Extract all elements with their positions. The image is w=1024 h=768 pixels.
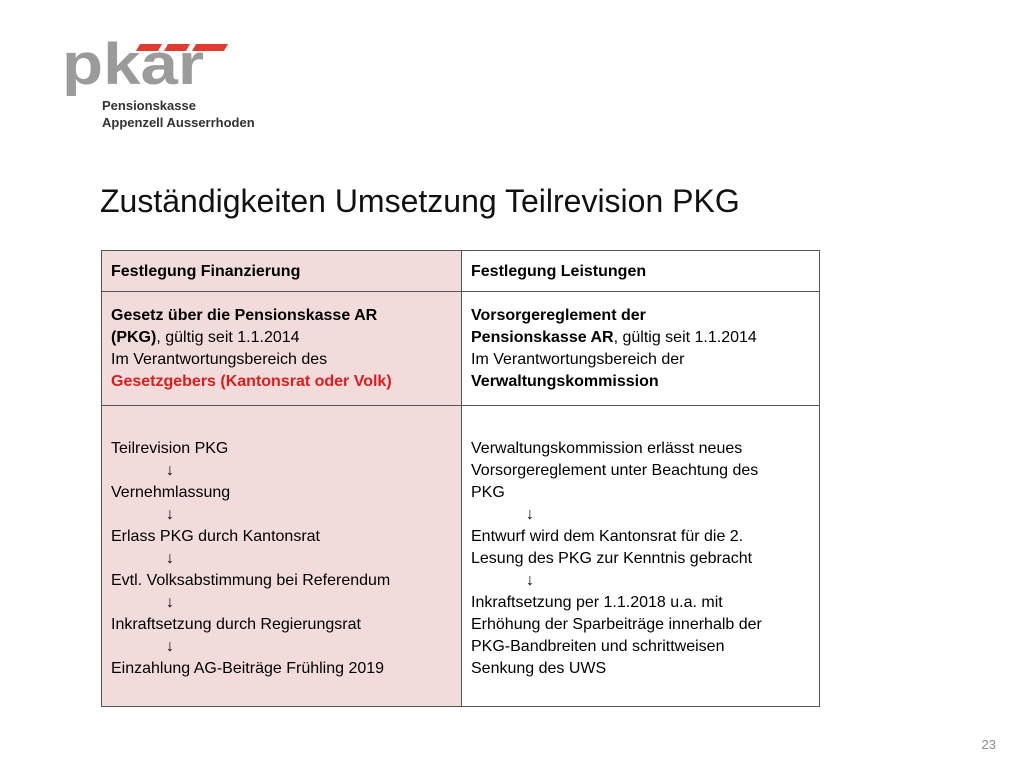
law-legislator: Gesetzgebers (Kantonsrat oder Volk)	[111, 373, 392, 390]
regulation-fund: Pensionskasse AR	[471, 329, 614, 346]
cell-law-pkg	[102, 292, 461, 406]
pkar-wordmark	[62, 38, 242, 98]
cell-law-steps	[102, 406, 461, 706]
law-title: Gesetz über die Pensionskasse AR	[111, 307, 378, 324]
step-entry-into-force: Inkraftsetzung durch Regierungsrat	[111, 616, 361, 633]
logo-wordmark: pkar	[62, 38, 204, 97]
reg-step-line-2: Vorsorgereglement unter Beachtung des	[471, 462, 759, 479]
header-benefits: Festlegung Leistungen	[462, 251, 819, 292]
step-enactment: Erlass PKG durch Kantonsrat	[111, 528, 320, 545]
regulation-responsibility: Im Verantwortungsbereich der	[471, 351, 685, 368]
reg-step-line-3: PKG	[471, 484, 505, 501]
step-employer-payment: Einzahlung AG-Beiträge Frühling 2019	[111, 660, 385, 677]
arrow-down-icon: ↓	[526, 506, 534, 523]
cell-regulation	[462, 292, 819, 406]
step-partial-revision: Teilrevision PKG	[111, 440, 229, 457]
page-title: Zuständigkeiten Umsetzung Teilrevision PKG	[100, 183, 740, 219]
reg-step-line-4: Entwurf wird dem Kantonsrat für die 2.	[471, 528, 744, 545]
reg-step-line-7: Erhöhung der Sparbeiträge innerhalb der	[471, 616, 762, 633]
arrow-down-icon: ↓	[526, 572, 534, 589]
logo-line-2: Appenzell Ausserrhoden	[102, 115, 255, 130]
law-valid-since: , gültig seit 1.1.2014	[156, 329, 300, 346]
page-number: 23	[981, 737, 996, 752]
reg-step-line-6: Inkraftsetzung per 1.1.2018 u.a. mit	[471, 594, 723, 611]
reg-step-line-8: PKG-Bandbreiten und schrittweisen	[471, 638, 725, 655]
pkar-logo	[62, 38, 282, 138]
regulation-title: Vorsorgereglement der	[471, 307, 646, 324]
reg-step-line-9: Senkung des UWS	[471, 660, 607, 677]
law-validity	[111, 327, 452, 349]
reg-step-line-1: Verwaltungskommission erlässt neues	[471, 440, 743, 457]
header-financing: Festlegung Finanzierung	[102, 251, 461, 292]
regulation-valid-since: , gültig seit 1.1.2014	[613, 329, 757, 346]
arrow-down-icon: ↓	[166, 550, 174, 567]
cell-regulation-steps	[462, 406, 819, 706]
regulation-validity	[471, 327, 810, 349]
regulation-commission: Verwaltungskommission	[471, 373, 659, 390]
reg-step-line-5: Lesung des PKG zur Kenntnis gebracht	[471, 550, 753, 567]
column-financing	[102, 251, 462, 706]
arrow-down-icon: ↓	[166, 638, 174, 655]
responsibilities-table	[101, 250, 820, 707]
arrow-down-icon: ↓	[166, 462, 174, 479]
arrow-down-icon: ↓	[166, 594, 174, 611]
law-responsibility: Im Verantwortungsbereich des	[111, 351, 328, 368]
step-consultation: Vernehmlassung	[111, 484, 231, 501]
law-abbr: (PKG)	[111, 329, 157, 346]
arrow-down-icon: ↓	[166, 506, 174, 523]
column-benefits	[462, 251, 819, 706]
logo-line-1: Pensionskasse	[102, 98, 196, 113]
step-referendum: Evtl. Volksabstimmung bei Referendum	[111, 572, 391, 589]
